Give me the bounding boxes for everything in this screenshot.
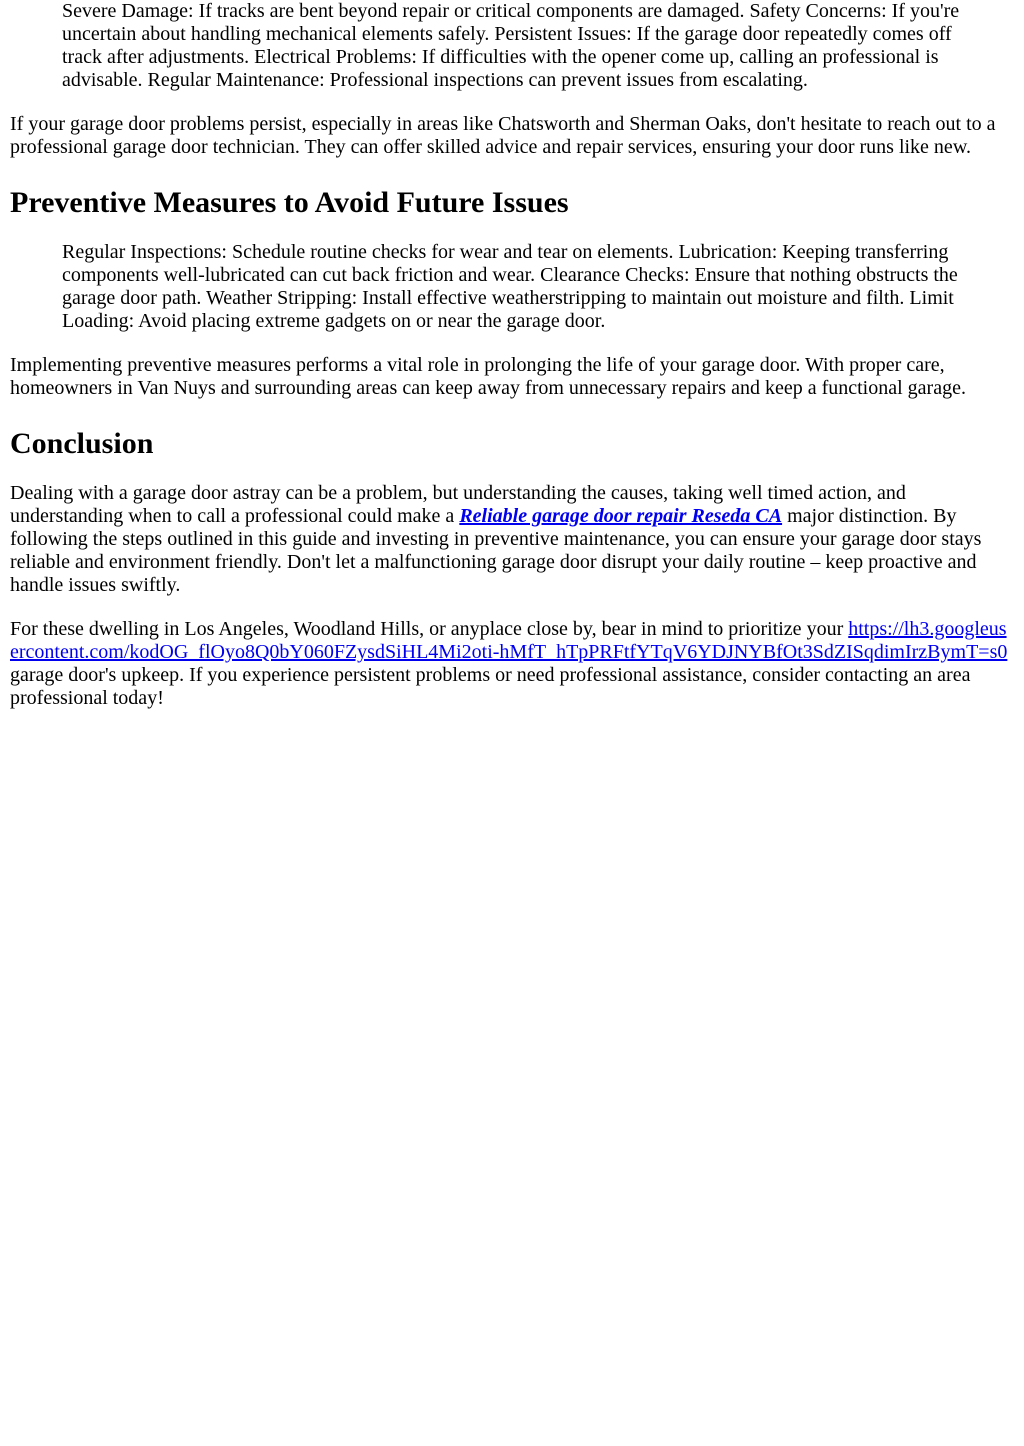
conclusion-heading: Conclusion bbox=[10, 427, 154, 460]
conclusion-p2-before: For these dwelling in Los Angeles, Woodland Hills, or anyplace close by, bear in mind to prioritize your bbox=[10, 618, 849, 640]
conclusion-paragraph-2 bbox=[10, 618, 1014, 710]
preventive-list-text: Regular Inspections: Schedule routine checks for wear and tear on elements. Lubrication: Keeping transferring components well-lubricated can cut back friction and wear. Clearance Checks: Ensure that nothing obstructs the garage door path. Weather Stripping: Install effective weatherstripping to maintain out moisture and filth. Limit Loading: Avoid placing extreme gadgets on or near the garage door. bbox=[62, 241, 958, 332]
googleusercontent-link[interactable]: https://lh3.googleusercontent.com/kodOG_flOyo8Q0bY060FZysdSiHL4Mi2oti-hMfT_hTpPRFtfYTqV6YDJNYBfOt3SdZISqdimIrzBymT=s0 bbox=[10, 618, 1008, 663]
conclusion-p2-after: garage door's upkeep. If you experience persistent problems or need professional assistance, consider contacting an area professional today! bbox=[10, 664, 971, 709]
when-to-call-pro-list bbox=[10, 0, 1014, 92]
preventive-list bbox=[10, 241, 1014, 333]
preventive-heading: Preventive Measures to Avoid Future Issues bbox=[10, 186, 569, 219]
conclusion-p1-after: major distinction. By following the steps outlined in this guide and investing in preventive maintenance, you can ensure your garage door stays reliable and environment friendly. Don't let a malfunctioning garage door disrupt your daily routine – keep proactive and handle issues swiftly. bbox=[10, 505, 982, 596]
conclusion-paragraph-1 bbox=[10, 482, 1014, 597]
reseda-repair-link[interactable]: Reliable garage door repair Reseda CA bbox=[459, 505, 783, 527]
when-to-call-pro-text: Severe Damage: If tracks are bent beyond repair or critical components are damaged. Safety Concerns: If you're uncertain about handling mechanical elements safely. Persistent Issues: If the garage door repeatedly comes off track after adjustments. Electrical Problems: If difficulties with the opener come up, calling an professional is advisable. Regular Maintenance: Professional inspections can prevent issues from escalating. bbox=[62, 0, 960, 91]
document-page bbox=[0, 0, 1024, 710]
conclusion-p1-before: Dealing with a garage door astray can be a problem, but understanding the causes, taking well timed action, and understanding when to call a professional could make a bbox=[10, 482, 906, 527]
persist-paragraph: If your garage door problems persist, especially in areas like Chatsworth and Sherman Oaks, don't hesitate to reach out to a professional garage door technician. They can offer skilled advice and repair services, ensuring your door runs like new. bbox=[10, 113, 996, 158]
preventive-paragraph: Implementing preventive measures performs a vital role in prolonging the life of your garage door. With proper care, homeowners in Van Nuys and surrounding areas can keep away from unnecessary repairs and keep a functional garage. bbox=[10, 354, 966, 399]
